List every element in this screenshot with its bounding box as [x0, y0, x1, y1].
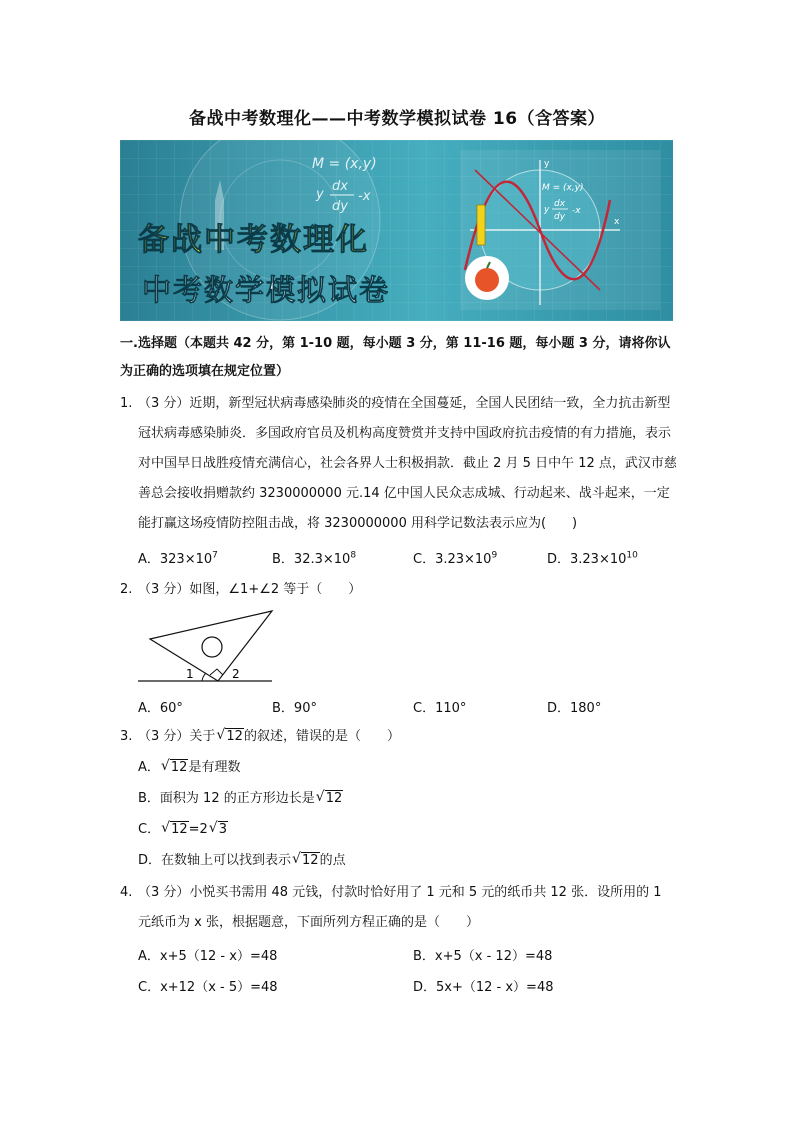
q1-option-d[interactable]: D．$3.23\times 10^{10}$	[547, 550, 638, 567]
question-3-text: （3 分）关于√ 12的叙述，错误的是（ ）	[138, 727, 400, 747]
svg-text:M = (x,y): M = (x,y)	[542, 183, 584, 193]
q2-option-d[interactable]: D．180°	[547, 701, 602, 716]
svg-text:dy: dy	[332, 199, 348, 214]
question-3-number: 3.	[120, 729, 133, 744]
question-4-options-row1	[138, 945, 678, 967]
q2-option-a[interactable]: A．60°	[138, 701, 183, 716]
svg-text:y: y	[316, 187, 324, 202]
sqrt-symbol: √ 12	[216, 727, 244, 747]
question-2-text: （3 分）如图，∠1+∠2 等于（ ）	[138, 582, 362, 597]
q4-option-d[interactable]: D．5x+（12 - x）=48	[413, 980, 554, 995]
svg-text:dy: dy	[554, 212, 566, 222]
pencil-icon	[477, 205, 485, 245]
svg-text:M = (x,y): M = (x,y)	[312, 156, 377, 172]
q3-option-a[interactable]: A．√ 12是有理数	[138, 758, 240, 778]
q3-option-b[interactable]: B．面积为 12 的正方形边长是√ 12	[138, 789, 343, 809]
q2-option-b[interactable]: B．90°	[272, 701, 317, 716]
question-4-text: （3 分）小悦买书需用 48 元钱，付款时恰好用了 1 元和 5 元的纸币共 12 张．设所用的 1 元纸币为 x 张，根据题意，下面所列方程正确的是（ ）	[138, 885, 662, 930]
q3-option-d[interactable]: D．在数轴上可以找到表示√ 12的点	[138, 851, 346, 871]
question-4-number: 4.	[120, 885, 133, 900]
q1-option-b[interactable]: B．$32.3\times 10^8$	[272, 550, 357, 567]
svg-text:dx: dx	[332, 179, 348, 194]
q1-option-a[interactable]: A．$323\times 10^7$	[138, 550, 218, 567]
q4-option-c[interactable]: C．x+12（x - 5）=48	[138, 980, 278, 995]
question-1-number: 1.	[120, 396, 133, 411]
section-heading: 一.选择题（本题共 42 分，第 1-10 题，每小题 3 分，第 11-16 题，每小题 3 分，请将你认为正确的选项填在规定位置）	[120, 336, 671, 379]
question-1-text: （3 分）近期，新型冠状病毒感染肺炎的疫情在全国蔓延，全国人民团结一致，全力抗击新型冠状病毒感染肺炎．多国政府官员及机构高度赞赏并支持中国政府抗击疫情的有力措施，表示对中国早日战胜疫情充满信心，社会各界人士积极捐款．截止 2 月 5 日中午 12 点，武汉市慈善总会接收捐赠款约 3230000000 元.14 亿中国人民众志成城、行动起来、战斗起来，一定能打赢这场疫情防控阻击战，将 3230000000 用科学记数法表示应为( )	[138, 396, 677, 531]
angle-label-2: 2	[232, 667, 240, 681]
question-4-options-row2	[138, 976, 678, 998]
page-title: 备战中考数理化——中考数学模拟试卷 16（含答案）	[188, 109, 606, 129]
svg-text:y: y	[544, 159, 550, 169]
banner-line2: 中考数学模拟试卷	[142, 273, 391, 307]
svg-text:x: x	[614, 217, 620, 227]
svg-text:-x: -x	[572, 206, 581, 216]
q2-option-c[interactable]: C．110°	[413, 701, 467, 716]
svg-text:-x: -x	[358, 189, 371, 204]
banner-illustration	[120, 140, 673, 321]
q1-option-c[interactable]: C．$3.23\times 10^9$	[413, 550, 498, 567]
q4-option-a[interactable]: A．x+5（12 - x）=48	[138, 949, 278, 964]
question-2-figure	[138, 603, 278, 689]
angle-label-1: 1	[186, 667, 194, 681]
banner-line1: 备战中考数理化	[138, 222, 369, 258]
banner-image	[120, 140, 673, 321]
svg-text:y: y	[544, 205, 550, 215]
q4-option-b[interactable]: B．x+5（x - 12）=48	[413, 949, 553, 964]
svg-text:dx: dx	[554, 199, 566, 209]
q3-option-c[interactable]: C．√ 12=2√ 3	[138, 820, 228, 840]
question-2-options	[138, 697, 678, 719]
question-1-options	[138, 548, 678, 570]
question-2-number: 2.	[120, 582, 133, 597]
